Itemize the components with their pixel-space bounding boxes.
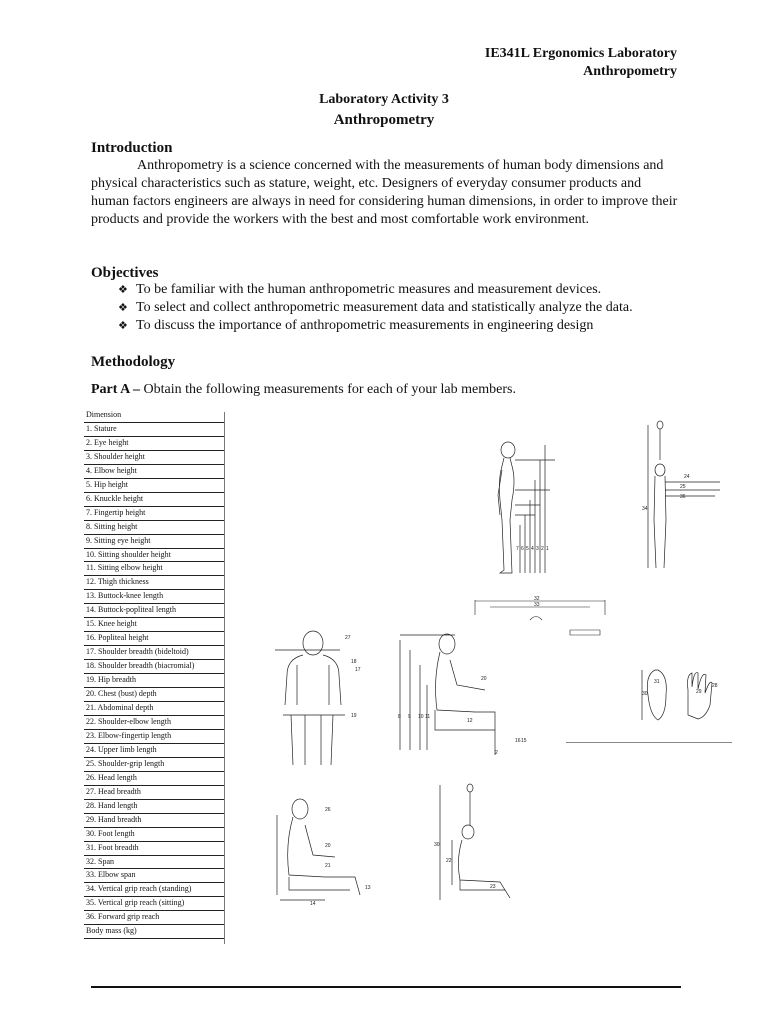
figure-label: 1	[546, 546, 549, 552]
figure-label: 9	[408, 714, 411, 720]
dimension-row	[84, 771, 224, 785]
dimension-row	[84, 715, 224, 729]
bullet-diamond-icon: ❖	[118, 320, 128, 332]
figure-label: 26	[325, 807, 331, 813]
dimension-label: 10. Sitting shoulder height	[84, 548, 224, 562]
dimension-row	[84, 548, 224, 562]
objective-item: ❖ To select and collect anthropometric measurement data and statistically analyze the data.	[118, 300, 633, 315]
figure-label: 34	[642, 506, 648, 512]
figure-label: 24	[684, 474, 690, 480]
dimension-label: 14. Buttock-popliteal length	[84, 604, 224, 618]
dimension-row	[84, 757, 224, 771]
dimension-label: 35. Vertical grip reach (sitting)	[84, 897, 224, 911]
seated-side-figure	[265, 795, 385, 910]
dimension-row	[84, 590, 224, 604]
dimension-label: 7. Fingertip height	[84, 506, 224, 520]
dimension-label: 5. Hip height	[84, 478, 224, 492]
dimension-row	[84, 534, 224, 548]
hand-foot-figure	[640, 665, 730, 725]
figure-label: 13	[365, 885, 371, 891]
dimension-label: 12. Thigh thickness	[84, 576, 224, 590]
dimension-label: 17. Shoulder breadth (bideltoid)	[84, 646, 224, 660]
figure-label: 36	[680, 494, 686, 500]
methodology-heading: Methodology	[91, 354, 176, 370]
figure-label: 33	[534, 602, 540, 608]
objectives-list	[118, 281, 633, 335]
dimension-label: 9. Sitting eye height	[84, 534, 224, 548]
dimension-label: 25. Shoulder-grip length	[84, 757, 224, 771]
dimension-label: Body mass (kg)	[84, 925, 224, 939]
dimension-row	[84, 799, 224, 813]
figure-separator	[566, 742, 732, 743]
dimension-label: 18. Shoulder breadth (biacromial)	[84, 660, 224, 674]
figure-label: 2	[495, 750, 498, 756]
dimension-label: 20. Chest (bust) depth	[84, 688, 224, 702]
figure-label: 11	[425, 714, 431, 720]
dimension-label: 27. Head breadth	[84, 785, 224, 799]
activity-title: Laboratory Activity 3	[319, 92, 449, 107]
dimension-row	[84, 911, 224, 925]
figure-label: 7	[516, 546, 519, 552]
dimension-label: 24. Upper limb length	[84, 743, 224, 757]
dimension-label: 16. Popliteal height	[84, 632, 224, 646]
dimension-label: 4. Elbow height	[84, 464, 224, 478]
dimension-row	[84, 506, 224, 520]
figure-label: 12	[467, 718, 473, 724]
figure-label: 29	[696, 689, 702, 695]
standing-side-figure	[480, 440, 580, 580]
figure-label: 14	[310, 901, 316, 907]
dimension-row	[84, 450, 224, 464]
figure-label: 8	[398, 714, 401, 720]
dimension-label: 13. Buttock-knee length	[84, 590, 224, 604]
dimension-row	[84, 785, 224, 799]
objective-item: ❖ To be familiar with the human anthropometric measures and measurement devices.	[118, 282, 602, 297]
figure-label: 20	[325, 843, 331, 849]
figure-label: 23	[490, 884, 496, 890]
dimension-row	[84, 478, 224, 492]
course-title: IE341L Ergonomics Laboratory	[484, 46, 677, 61]
figure-label: 25	[680, 484, 686, 490]
figure-label: 21	[325, 863, 331, 869]
objective-item: ❖ To discuss the importance of anthropometric measurements in engineering design	[118, 318, 594, 333]
figure-label: 6	[521, 546, 524, 552]
dimension-row	[84, 688, 224, 702]
figure-label: 22	[446, 858, 452, 864]
document-header	[485, 45, 677, 81]
course-subtitle: Anthropometry	[583, 64, 677, 79]
figure-label: 19	[351, 713, 357, 719]
dimension-label: 8. Sitting height	[84, 520, 224, 534]
figure-label: 2	[541, 546, 544, 552]
dimension-row	[84, 883, 224, 897]
part-a-label: Part A –	[91, 382, 140, 397]
dimension-label: 19. Hip breadth	[84, 674, 224, 688]
figure-label: 28	[712, 683, 718, 689]
dimension-row	[84, 520, 224, 534]
dimension-row	[84, 576, 224, 590]
part-a-instruction	[91, 382, 516, 398]
introduction-heading: Introduction	[91, 140, 173, 156]
reach-figure	[640, 420, 730, 580]
dimension-label: 28. Hand length	[84, 799, 224, 813]
figure-label: 10	[418, 714, 424, 720]
figure-label: 30	[434, 842, 440, 848]
dimension-label: 6. Knuckle height	[84, 492, 224, 506]
dimension-row	[84, 827, 224, 841]
bullet-diamond-icon: ❖	[118, 302, 128, 314]
objectives-heading: Objectives	[91, 265, 159, 281]
dimension-table	[84, 409, 224, 939]
dimension-row	[84, 743, 224, 757]
figure-label: 5	[526, 546, 529, 552]
dimension-row	[84, 841, 224, 855]
dimension-row	[84, 702, 224, 716]
figure-label: 20	[481, 676, 487, 682]
side-sitting-figure	[395, 630, 545, 770]
dimension-row	[84, 869, 224, 883]
dimension-label: 31. Foot breadth	[84, 841, 224, 855]
dimension-row	[84, 562, 224, 576]
introduction-paragraph	[91, 157, 681, 229]
figure-label: 32	[534, 596, 540, 602]
dimension-label: 2. Eye height	[84, 436, 224, 450]
dimension-label: 33. Elbow span	[84, 869, 224, 883]
dimension-label: 23. Elbow-fingertip length	[84, 729, 224, 743]
figure-label: 17	[355, 667, 361, 673]
dimension-row	[84, 646, 224, 660]
dimension-label: 26. Head length	[84, 771, 224, 785]
dimension-label: 3. Shoulder height	[84, 450, 224, 464]
introduction-text: Anthropometry is a science concerned with the measurements of human body dimensions and physical characteristics such as stature, weight, etc. Designers of everyday consumer products and human factors engineers are always in need for considering human dimensions, in order to improve their products and provide the workers with the best and most comfortable work environment.	[91, 158, 678, 227]
seated-reach-figure	[430, 780, 540, 905]
front-sitting-figure	[265, 625, 365, 775]
dimension-label: 32. Span	[84, 855, 224, 869]
dimension-label: 29. Hand breadth	[84, 813, 224, 827]
table-divider	[224, 412, 225, 944]
figure-label: 4	[531, 546, 534, 552]
figure-label: 31	[654, 679, 660, 685]
dimension-label: 30. Foot length	[84, 827, 224, 841]
part-a-text: Obtain the following measurements for each of your lab members.	[140, 382, 516, 397]
dimension-row	[84, 925, 224, 939]
dimension-row	[84, 729, 224, 743]
dimension-label: 22. Shoulder-elbow length	[84, 715, 224, 729]
figure-label: 30	[642, 691, 648, 697]
dimension-row	[84, 492, 224, 506]
footer-rule	[91, 986, 681, 988]
dimension-row	[84, 674, 224, 688]
dimension-row	[84, 855, 224, 869]
dimension-row	[84, 464, 224, 478]
dimension-label: 1. Stature	[84, 422, 224, 436]
figure-label: 16	[515, 738, 521, 744]
dimension-row	[84, 436, 224, 450]
dimension-row	[84, 618, 224, 632]
dimension-label: 11. Sitting elbow height	[84, 562, 224, 576]
dimension-row	[84, 632, 224, 646]
dimension-row	[84, 422, 224, 436]
dimension-label: 34. Vertical grip reach (standing)	[84, 883, 224, 897]
dimension-row	[84, 813, 224, 827]
dimension-row	[84, 660, 224, 674]
bullet-diamond-icon: ❖	[118, 284, 128, 296]
figure-label: 27	[345, 635, 351, 641]
dimension-label: 21. Abdominal depth	[84, 702, 224, 716]
dimension-table-header: Dimension	[84, 409, 224, 422]
dimension-label: 15. Knee height	[84, 618, 224, 632]
figure-label: 3	[536, 546, 539, 552]
figure-label: 15	[521, 738, 527, 744]
activity-subtitle: Anthropometry	[333, 112, 435, 128]
dimension-row	[84, 604, 224, 618]
dimension-label: 36. Forward grip reach	[84, 911, 224, 925]
figure-label: 18	[351, 659, 357, 665]
dimension-row	[84, 897, 224, 911]
